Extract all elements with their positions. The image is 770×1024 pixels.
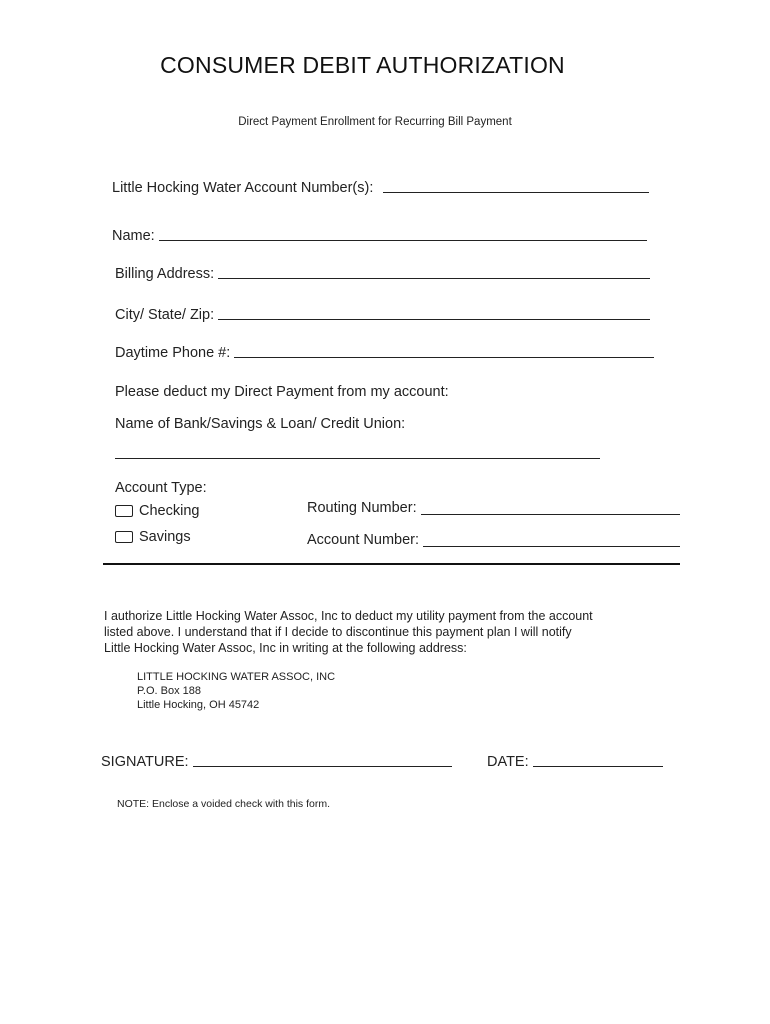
bank-account-number-field: [307, 532, 680, 548]
mailing-address: [137, 670, 335, 712]
city-state-zip-field: [115, 307, 650, 323]
address-line-3: Little Hocking, OH 45742: [137, 699, 260, 711]
bank-name-line[interactable]: [115, 458, 600, 459]
billing-address-line[interactable]: [218, 277, 650, 279]
checking-checkbox[interactable]: [115, 505, 133, 517]
routing-number-line[interactable]: [421, 513, 680, 515]
authorization-line-1: I authorize Little Hocking Water Assoc, Inc to deduct my utility payment from the account: [104, 609, 593, 623]
account-number-label: Little Hocking Water Account Number(s):: [112, 180, 374, 196]
address-line-2: P.O. Box 188: [137, 685, 202, 697]
date-label: DATE:: [487, 754, 529, 770]
name-field: [112, 228, 647, 244]
routing-number-field: [307, 500, 680, 516]
daytime-phone-line[interactable]: [234, 356, 654, 358]
signature-line[interactable]: [193, 765, 452, 767]
bank-name-label: Name of Bank/Savings & Loan/ Credit Union:: [115, 416, 406, 432]
signature-label: SIGNATURE:: [101, 754, 189, 770]
account-type-label: Account Type:: [115, 480, 207, 496]
daytime-phone-label: Daytime Phone #:: [115, 345, 231, 361]
date-line[interactable]: [533, 765, 663, 767]
authorization-line-3: Little Hocking Water Assoc, Inc in writing at the following address:: [104, 641, 467, 655]
savings-option[interactable]: [115, 529, 191, 545]
signature-field: [101, 754, 452, 770]
savings-checkbox[interactable]: [115, 531, 133, 543]
daytime-phone-field: [115, 345, 654, 361]
billing-address-label: Billing Address:: [115, 266, 215, 282]
name-label: Name:: [112, 228, 155, 244]
bank-account-number-line[interactable]: [423, 545, 680, 547]
name-line[interactable]: [159, 239, 647, 241]
form-subtitle: Direct Payment Enrollment for Recurring Bill Payment: [238, 116, 512, 128]
voided-check-note: NOTE: Enclose a voided check with this form.: [117, 798, 330, 810]
city-state-zip-label: City/ State/ Zip:: [115, 307, 215, 323]
checking-label: Checking: [139, 503, 200, 519]
address-line-1: LITTLE HOCKING WATER ASSOC, INC: [137, 671, 336, 683]
routing-number-label: Routing Number:: [307, 500, 417, 516]
form-title: CONSUMER DEBIT AUTHORIZATION: [160, 52, 565, 78]
deduct-instruction: Please deduct my Direct Payment from my account:: [115, 384, 449, 400]
account-number-line[interactable]: [383, 191, 649, 193]
authorization-line-2: listed above. I understand that if I decide to discontinue this payment plan I will notify: [104, 625, 572, 639]
section-divider: [103, 563, 680, 565]
bank-account-number-label: Account Number:: [307, 532, 420, 548]
checking-option[interactable]: [115, 503, 199, 519]
date-field: [487, 754, 663, 770]
account-number-field: [112, 180, 649, 196]
authorization-paragraph: [104, 608, 704, 656]
billing-address-field: [115, 266, 650, 282]
savings-label: Savings: [139, 529, 191, 545]
city-state-zip-line[interactable]: [218, 318, 650, 320]
